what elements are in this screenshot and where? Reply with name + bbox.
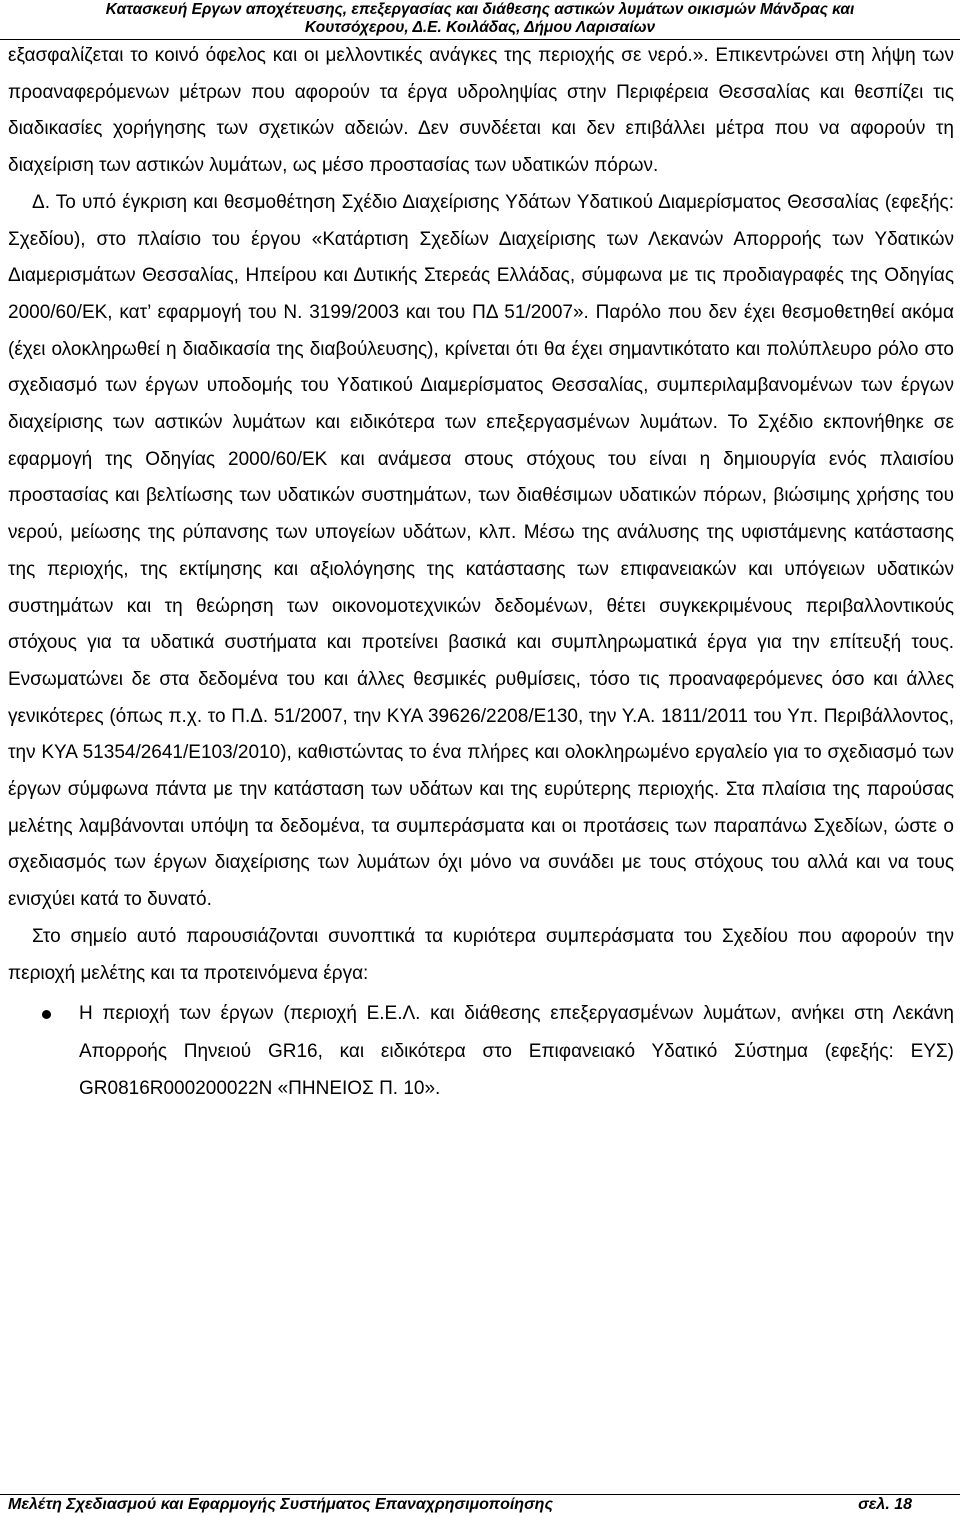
document-body: [8, 38, 954, 1108]
paragraph-summary-intro: Στο σημείο αυτό παρουσιάζονται συνοπτικά τα κυριότερα συμπεράσματα του Σχεδίου που αφορούν την περιοχή μελέτης και τα προτεινόμενα έργα:: [8, 925, 954, 984]
header-title-line-1: Κατασκευή Εργων αποχέτευσης, επεξεργασίας και διάθεσης αστικών λυμάτων οικισμών Μάνδρας και: [105, 1, 855, 18]
list-item-text: Η περιοχή των έργων (περιοχή Ε.Ε.Λ. και διάθεσης επεξεργασμένων λυμάτων, ανήκει στη Λεκάνη Απορροής Πηνειού GR16, και ειδικότερα στο Επιφανειακό Υδατικό Σύστημα (εφεξής: ΕΥΣ) GR0816R000200022Ν «ΠΗΝΕΙΟΣ Π. 10».: [79, 1003, 954, 1100]
paragraph-continuation: εξασφαλίζεται το κοινό όφελος και οι μελλοντικές ανάγκες της περιοχής σε νερό.». Επικεντρώνει στη λήψη των προαναφερόμενων μέτρων που αφορούν τα έργα υδροληψίας στην Περιφέρεια Θεσσαλίας και θεσπίζει τις διαδικασίες χορήγησης των σχετικών αδειών. Δεν συνδέεται και δεν επιβάλλει μέτρα που να αφορούν τη διαχείριση των αστικών λυμάτων, ως μέσο προστασίας των υδατικών πόρων.: [8, 45, 954, 177]
list-item: [8, 995, 954, 1108]
bullet-icon: [42, 1010, 51, 1019]
page-footer: [8, 1495, 912, 1515]
bullet-list: [8, 995, 954, 1108]
header-title-line-2: Κουτσόχερου, Δ.Ε. Κοιλάδας, Δήμου Λαρισαίων: [304, 19, 656, 36]
paragraph-section-d: Δ. Το υπό έγκριση και θεσμοθέτηση Σχέδιο Διαχείρισης Υδάτων Υδατικού Διαμερίσματος Θεσσαλίας (εφεξής: Σχεδίου), στο πλαίσιο του έργου «Κατάρτιση Σχεδίων Διαχείρισης των Λεκανών Απορροής των Υδατικών Διαμερισμάτων Θεσσαλίας, Ηπείρου και Δυτικής Στερεάς Ελλάδας, σύμφωνα με τις προδιαγραφές της Οδηγίας 2000/60/ΕΚ, κατ’ εφαρμογή του Ν. 3199/2003 και του ΠΔ 51/2007». Παρόλο που δεν έχει θεσμοθετηθεί ακόμα (έχει ολοκληρωθεί η διαδικασία της διαβούλευσης), κρίνεται ότι θα έχει σημαντικότατο και πολύπλευρο ρόλο στο σχεδιασμό των έργων υποδομής του Υδατικού Διαμερίσματος Θεσσαλίας, συμπεριλαμβανομένων των έργων διαχείρισης των αστικών λυμάτων και ειδικότερα των επεξεργασμένων λυμάτων. Το Σχέδιο εκπονήθηκε σε εφαρμογή της Οδηγίας 2000/60/ΕΚ και ανάμεσα στους στόχους του είναι η δημιουργία ενός πλαισίου προστασίας και βελτίωσης των υδατικών συστημάτων, των διαθέσιμων υδατικών πόρων, βιώσιμης χρήσης του νερού, μείωσης της ρύπανσης των υπογείων υδάτων, κλπ. Μέσω της ανάλυσης της υφιστάμενης κατάστασης της περιοχής, της εκτίμησης και αξιολόγησης της κατάστασης των επιφανειακών και υπόγειων υδατικών συστημάτων και τη θεώρηση των οικονομοτεχνικών δεδομένων, θέτει συγκεκριμένους περιβαλλοντικούς στόχους για τα υδατικά συστήματα και προτείνει βασικά και συμπληρωματικά έργα για την επίτευξή τους. Ενσωματώνει δε στα δεδομένα του και άλλες θεσμικές ρυθμίσεις, τόσο τις προαναφερόμενες όσο και άλλες γενικότερες (όπως π.χ. το Π.Δ. 51/2007, την ΚΥΑ 39626/2208/Ε130, την Υ.Α. 1811/2011 του Υπ. Περιβάλλοντος, την ΚΥΑ 51354/2641/Ε103/2010), καθιστώντας το ένα πλήρες και ολοκληρωμένο εργαλείο για το σχεδιασμό των έργων σύμφωνα πάντα με την κατάσταση των υδάτων και της ευρύτερης περιοχής. Στα πλαίσια της παρούσας μελέτης λαμβάνονται υπόψη τα δεδομένα, τα συμπεράσματα και οι προτάσεις των παραπάνω Σχεδίων, ώστε ο σχεδιασμός των έργων διαχείρισης των λυμάτων όχι μόνο να συνάδει με τους στόχους του αλλά και να τους ενισχύει κατά το δυνατό.: [8, 191, 954, 911]
page-header: [0, 0, 960, 39]
page-number: σελ. 18: [858, 1496, 912, 1513]
footer-title: Μελέτη Σχεδιασμού και Εφαρμογής Συστήματος Επαναχρησιμοποίησης: [8, 1496, 553, 1513]
